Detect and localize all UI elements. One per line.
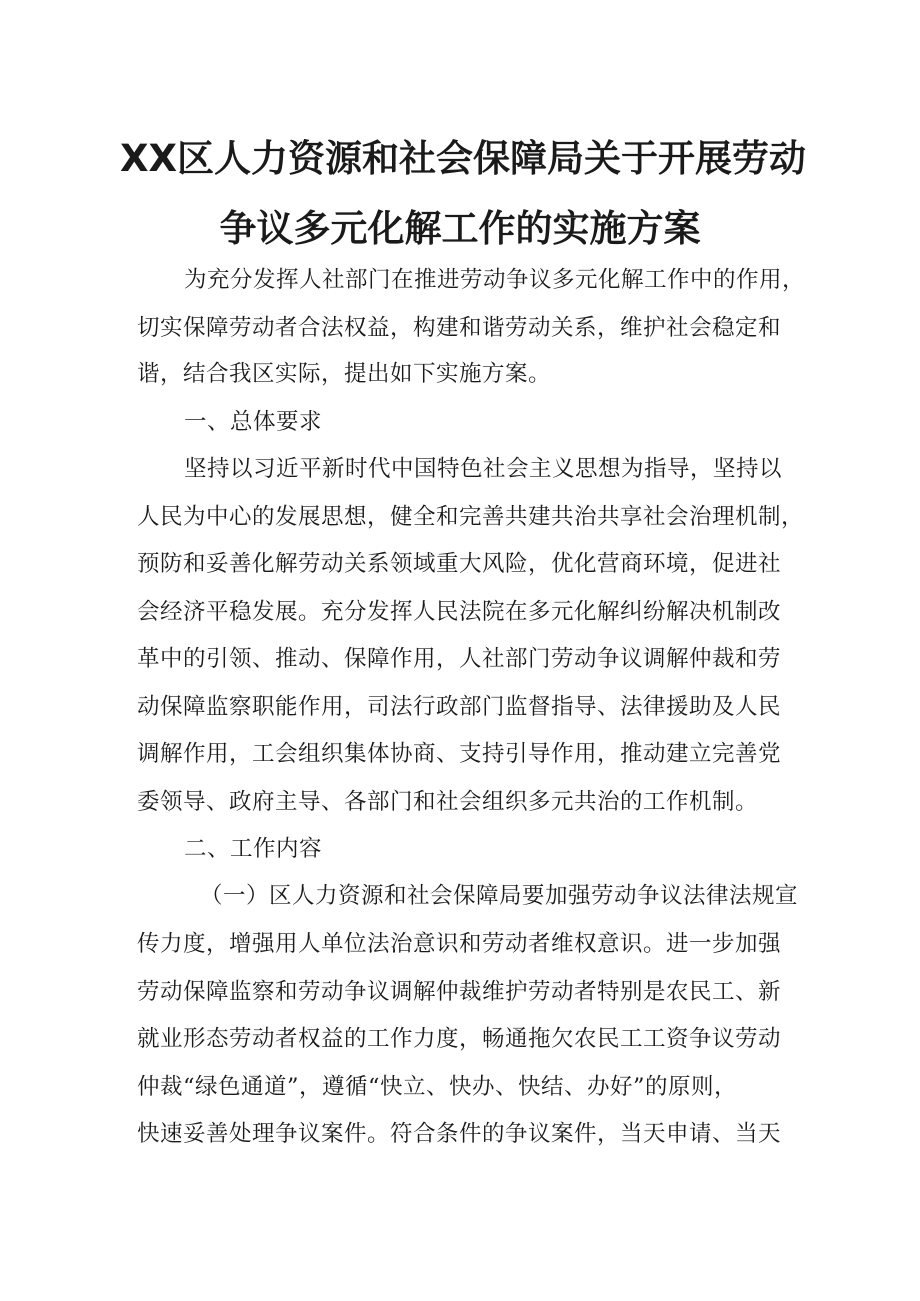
document-title-line-2: 争议多元化解工作的实施方案: [219, 207, 701, 250]
document-title-line-1: XX区人力资源和社会保障局关于开展劳动: [120, 137, 807, 180]
paragraph-line: 为充分发挥人社部门在推进劳动争议多元化解工作中的作用，: [184, 267, 806, 293]
paragraph-line: （一）区人力资源和社会保障局要加强劳动争议法律法规宣: [200, 883, 799, 909]
paragraph-line: 委领导、政府主导、各部门和社会组织多元共治的工作机制。: [137, 789, 759, 815]
paragraph-line: 劳动保障监察和劳动争议调解仲裁维护劳动者特别是农民工、新: [137, 979, 782, 1005]
paragraph-line: 坚持以习近平新时代中国特色社会主义思想为指导，坚持以: [184, 456, 783, 482]
paragraph-line: 动保障监察职能作用，司法行政部门监督指导、法律援助及人民: [137, 694, 782, 720]
paragraph-line: 传力度，增强用人单位法治意识和劳动者维权意识。进一步加强: [137, 931, 782, 957]
paragraph-line: 会经济平稳发展。充分发挥人民法院在多元化解纠纷解决机制改: [137, 599, 782, 625]
paragraph-line: 调解作用，工会组织集体协商、支持引导作用，推动建立完善党: [137, 741, 782, 767]
paragraph-line: 仲裁“绿色通道”，遵循“快立、快办、快结、办好”的原则，: [137, 1074, 738, 1100]
section-heading: 一、总体要求: [184, 409, 323, 435]
paragraph-line: 人民为中心的发展思想，健全和完善共建共治共享社会治理机制，: [137, 504, 805, 530]
paragraph-line: 切实保障劳动者合法权益，构建和谐劳动关系，维护社会稳定和: [137, 315, 782, 341]
paragraph-line: 谐，结合我区实际，提出如下实施方案。: [137, 361, 552, 387]
paragraph-line: 快速妥善处理争议案件。符合条件的争议案件，当天申请、当天: [137, 1121, 782, 1147]
paragraph-line: 革中的引领、推动、保障作用，人社部门劳动争议调解仲裁和劳: [137, 646, 782, 672]
paragraph-line: 预防和妥善化解劳动关系领域重大风险，优化营商环境，促进社: [137, 551, 782, 577]
section-heading: 二、工作内容: [184, 836, 323, 862]
paragraph-line: 就业形态劳动者权益的工作力度，畅通拖欠农民工工资争议劳动: [137, 1026, 782, 1052]
